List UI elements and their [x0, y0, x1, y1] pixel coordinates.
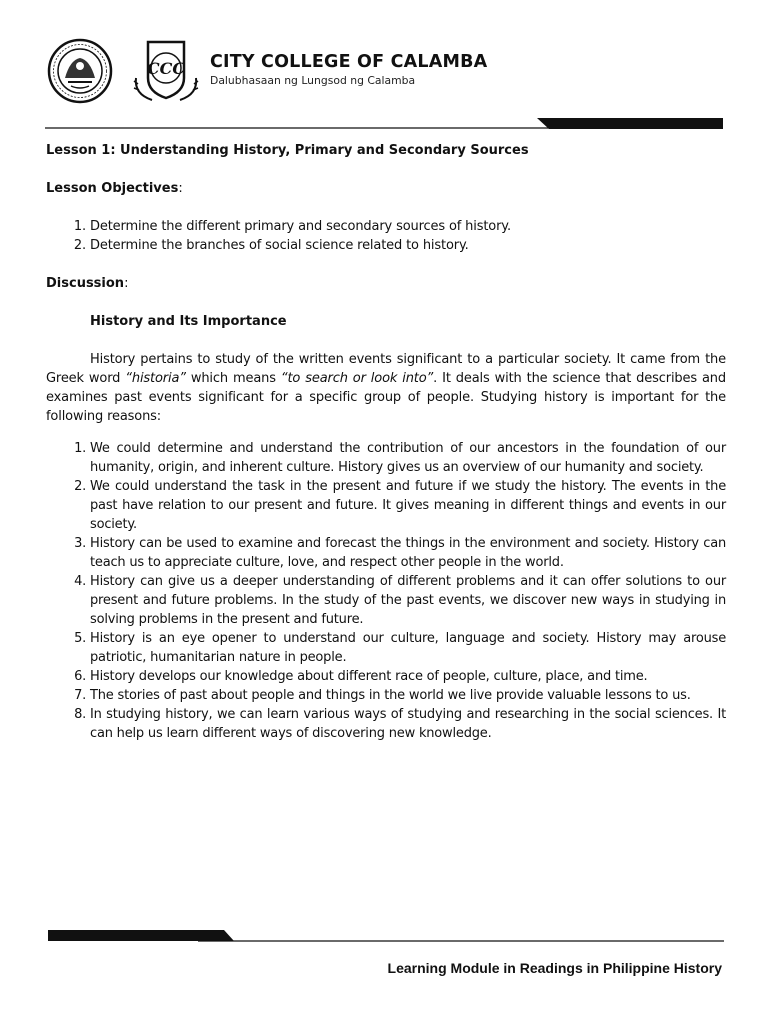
header-divider [45, 116, 723, 130]
lesson-content [46, 141, 726, 743]
calamba-city-seal-icon [38, 38, 122, 104]
intro-text: History pertains to study of the written events significant to a particular society. It came from the Greek word [46, 352, 726, 386]
intro-paragraph [46, 350, 726, 426]
objective-item: 1. Determine the different primary and secondary sources of history. [90, 217, 726, 236]
reason-item: 5. History is an eye opener to understand our culture, language and society. History may arouse patriotic, humanitarian nature in people. [90, 629, 726, 667]
ccc-college-seal-icon [130, 38, 202, 106]
reason-item: 6. History develops our knowledge about different race of people, culture, place, and time. [90, 667, 726, 686]
college-name: CITY COLLEGE OF CALAMBA [210, 52, 488, 72]
college-branding [210, 52, 487, 87]
reason-item: 1. We could determine and understand the contribution of our ancestors in the foundation of our humanity, origin, and inherent culture. History gives us an overview of our humanity and society. [90, 439, 726, 477]
college-subtitle: Dalubhasaan ng Lungsod ng Calamba [210, 74, 416, 87]
objectives-list [46, 217, 726, 255]
page-header [38, 38, 728, 108]
discussion-heading: Discussion: [46, 276, 129, 291]
reason-item: 8. In studying history, we can learn various ways of studying and researching in the social sciences. It can help us learn different ways of discovering new knowledge. [90, 705, 726, 743]
reason-item: 4. History can give us a deeper understanding of different problems and it can offer solutions to our present and future problems. In the study of the past events, we discover new ways in studying in solving problems in the present and future. [90, 572, 726, 629]
reason-item: 2. We could understand the task in the present and future if we study the history. The events in the past have relation to our present and future. It gives meaning in different things and events in our society. [90, 477, 726, 534]
module-title: Learning Module in Readings in Philippine History [387, 960, 722, 976]
reason-item: 3. History can be used to examine and forecast the things in the environment and society. History can teach us to appreciate culture, love, and respect other people in the world. [90, 534, 726, 572]
footer-divider [48, 927, 724, 943]
svg-text:CCC: CCC [146, 59, 186, 78]
term-meaning: “to search or look into” [280, 371, 434, 386]
section-heading: History and Its Importance [90, 314, 287, 329]
intro-text: . It deals with the science that describes and examines past events significant for a specific group of people. Studying history is important for the following reasons: [46, 371, 726, 424]
intro-text: which means [185, 371, 281, 386]
reasons-list [46, 439, 726, 743]
discussion-label: Discussion [46, 276, 125, 291]
lesson-title: Lesson 1: Understanding History, Primary and Secondary Sources [46, 143, 529, 158]
greek-term: “historia” [125, 371, 186, 386]
objectives-label: Lesson Objectives [46, 181, 179, 196]
reason-item: 7. The stories of past about people and things in the world we live provide valuable lessons to us. [90, 686, 726, 705]
objective-item: 2. Determine the branches of social science related to history. [90, 236, 726, 255]
objectives-heading: Lesson Objectives: [46, 181, 183, 196]
